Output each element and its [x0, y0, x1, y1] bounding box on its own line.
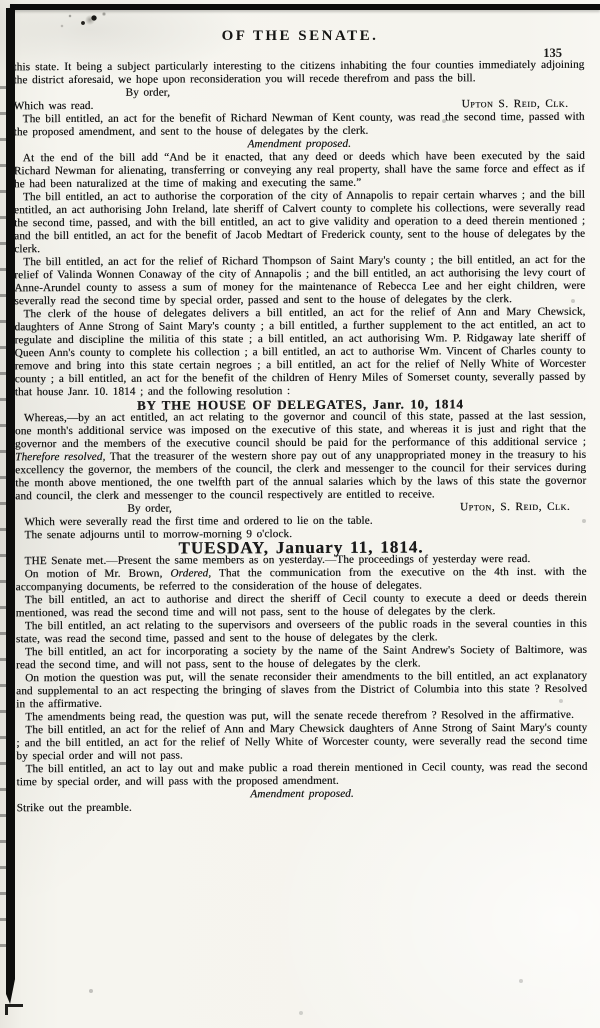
read-first-time-line: Which were severally read the first time and ordered to lie on the table.	[24, 514, 373, 529]
adjacent-page-text-fragments	[0, 70, 6, 970]
senate-met-paragraph: THE Senate met.—Present the same members as on yesterday.—The proceedings of yesterday were read.	[24, 552, 531, 568]
by-order-line-2: By order,	[127, 502, 172, 515]
chewsick-nelly-white-paragraph: The bill entitled, an act for the relief of Ann and Mary Chewsick daughters of Anne Strong of Saint Mary's county ; and the bill entitled, an act for the relief of Nelly White of Worcester county, were severally read the second time by special order and will not pass.	[16, 721, 588, 763]
resolution-pre: Whereas,—by an act entitled, an act relating to the governor and council of this state, passed at the last session, one month's additional service was imposed on the executive of this state, and whereas it is just and right that the governor and the members of the executive council should be paid for the performance of this additional service ;	[14, 409, 587, 451]
reconsider-amendments-paragraph: On motion the question was put, will the senate reconsider their amendments to the bill entitled, an act explanatory and supplemental to an act respecting the bringing of slaves from the District of Columbia into this state ? Resolved in the affirmative.	[16, 669, 588, 711]
page-number: 135	[543, 46, 562, 60]
page-title: OF THE SENATE.	[221, 28, 379, 44]
gutter-bottom-mark	[5, 1004, 23, 1015]
resolution-post: That the treasurer of the western shore pay out of any unappropriated money in the treasury to his excellency the governor, the members of the council, the clerk and messenger to the council for their services during the month above mentioned, the one twelfth part of the annual salaries which by the laws of this state the governor and council, the clerk and messenger to the council respectively are entitled to receive.	[15, 448, 587, 503]
page-body	[13, 59, 587, 815]
amendment-proposed-heading-2: Amendment proposed.	[250, 787, 354, 801]
ordered-italic: Ordered,	[170, 567, 212, 580]
clerk-signature: Upton S. Reid, Clk.	[461, 97, 569, 111]
tuesday-date-heading: TUESDAY, January 11, 1814.	[178, 537, 424, 558]
house-of-delegates-heading: BY THE HOUSE OF DELEGATES, Janr. 10, 1814	[136, 396, 464, 413]
saint-andrews-society-paragraph: The bill entitled, an act for incorporating a society by the name of the Saint Andrew's Society of Baltimore, was read the second time, and will not pass, sent to the house of delegates by the clerk.	[15, 643, 587, 672]
by-order-line: By order,	[125, 86, 171, 99]
bill-richard-newman-paragraph: The bill entitled, an act for the benefit of Richard Newman of Kent county, was read the second time, passed with the proposed amendment, and sent to the house of delegates by the clerk.	[13, 110, 585, 139]
public-roads-paragraph: The bill entitled, an act relating to the supervisors and overseers of the public roads in the several counties in this state, was read the second time, passed and sent to the house of delegates by the clerk.	[15, 617, 587, 646]
amendment-proposed-heading: Amendment proposed.	[247, 137, 351, 151]
senate-adjourns-line: The senate adjourns until to morrow-morning 9 o'clock.	[24, 528, 293, 542]
continuation-paragraph: this state. It being a subject particularly interesting to the citizens inhabiting the four counties immediately adjoining the district aforesaid, we hope upon reconsideration you will recede therefrom and pass the bill.	[13, 58, 585, 87]
cecil-road-paragraph: The bill entitled, an act to lay out and make public a road therein mentioned in Cecil county, was read the second time by special order, and will pass with the proposed amendment.	[16, 760, 588, 789]
mr-brown-motion-paragraph	[16, 566, 587, 594]
recede-therefrom-paragraph: The amendments being read, the question was put, will the senate recede therefrom ? Resolved in the affirmative.	[25, 708, 574, 724]
motion-post: That the communication from the executive on the 4th inst. with the accompanying documents, be referred to the consideration of the house of delegates.	[15, 565, 587, 594]
strike-preamble-line: Strike out the preamble.	[16, 801, 132, 815]
annapolis-wharves-paragraph: The bill entitled, an act to authorise the corporation of the city of Annapolis to repair certain wharves ; and the bill entitled, an act authorising John Ireland, late sheriff of Calvert county to complete his collections, were severally read the second time, passed, and with the bill entitled, an act to give validity and operation to a deed therein mentioned ; and the bill entitled, an act for the benefit of Jacob Medtart of Frederick county, sent to the house of delegates by the clerk.	[13, 188, 586, 256]
motion-pre: On motion of Mr. Brown,	[24, 567, 171, 581]
cecil-sheriff-deed-paragraph: The bill entitled, an act to authorise and direct the sheriff of Cecil county to execute a deed or deeds therein mentioned, was read the second time and will not pass, sent to the house of delegates by the clerk.	[15, 591, 587, 620]
richard-thompson-paragraph: The bill entitled, an act for the relief of Richard Thompson of Saint Mary's county ; the bill entitled, an act for the relief of Valinda Wonnen Conaway of the city of Annapolis ; and the bill entitled, an act authorising the levy court of Anne-Arundel county to assess a sum of money for the maintenance of Rebecca Lee and her eight children, were severally read the second time by special order, passed and sent to the house of delegates by the clerk.	[14, 253, 586, 308]
which-was-read-line: Which was read.	[13, 99, 94, 113]
therefore-resolved-italic: Therefore resolved,	[15, 450, 106, 464]
house-delegates-bills-paragraph: The clerk of the house of delegates delivers a bill entitled, an act for the relief of Ann and Mary Chewsick, daughters of Anne Strong of Saint Mary's county ; a bill entitled, a further supplement to the act entitled, an act to regulate and discipline the militia of this state ; a bill entitled, an act authorising Wm. P. Ridgaway late sheriff of Queen Ann's county to complete his collection ; a bill entitled, an act to authorise Wm. Vincent of Charles county to remove and bring into this state certain negroes ; a bill entitled, an act for the relief of Nelly White of Worcester county ; a bill entitled, an act for the benefit of the children of Henry Miles of Somerset county, severally passed by that house Janr. 10. 1814 ; and the following resolution :	[14, 305, 586, 399]
by-order-clerk-row	[15, 501, 586, 516]
amendment-text-paragraph: At the end of the bill add “And be it enacted, that any deed or deeds which have been executed by the said Richard Newman for alienating, transferring or conveying any real property, shall have the same force and effect as if he had been naturalized at the time of making and executing the same.”	[13, 149, 585, 191]
scan-speckles	[0, 0, 2, 2]
clerk-signature-2: Upton, S. Reid, Clk.	[459, 500, 571, 514]
whereas-resolution-paragraph	[15, 410, 586, 503]
